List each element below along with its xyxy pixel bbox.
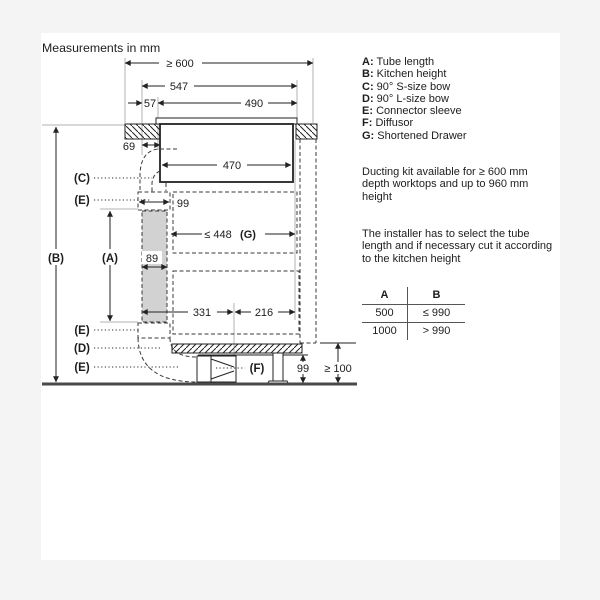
dim-kitchen-height — [45, 127, 68, 382]
label-e-bottom: (E) — [74, 362, 90, 374]
dim-hob-width-value: 470 — [222, 160, 242, 172]
table-cell: 1000 — [362, 323, 408, 340]
label-a: (A) — [102, 253, 118, 265]
connector-sleeve-top — [138, 192, 170, 210]
hob-body — [160, 124, 293, 182]
worktop-section-left — [125, 124, 160, 139]
legend-item-g: G: Shortened Drawer — [362, 129, 467, 142]
dim-bow-offset-value: 69 — [122, 141, 136, 153]
dim-plate-width-value: 547 — [169, 81, 189, 93]
cabinet-side-outline — [300, 139, 316, 343]
dim-cutout-width-value: 490 — [244, 98, 264, 110]
dim-duct-run-value: 331 — [192, 307, 212, 319]
dim-bow-offset — [123, 141, 160, 153]
label-f: (F) — [249, 363, 265, 375]
note-installer: The installer has to select the tube length and if necessary cut it according to the kitchen height — [362, 228, 553, 265]
dim-tube-width-value: 89 — [145, 253, 159, 265]
dim-base-height-value: 99 — [296, 363, 310, 375]
dim-edge-offset — [128, 96, 158, 110]
shortened-drawer-outline — [173, 192, 297, 253]
dim-sleeve-width-value: 99 — [176, 198, 190, 210]
label-e-mid: (E) — [74, 325, 90, 337]
legend-item-f: F: Diffusor — [362, 117, 414, 130]
label-e-top: (E) — [74, 195, 90, 207]
legend-item-c: C: 90° S-size bow — [362, 80, 451, 93]
diagram-title: Measurements in mm — [42, 41, 161, 55]
dim-drawer-width — [171, 227, 295, 241]
label-d: (D) — [74, 343, 90, 355]
dim-overall-width-value: ≥ 600 — [166, 58, 194, 70]
connector-sleeve-bottom — [138, 323, 170, 338]
dim-floor-clearance — [319, 343, 357, 383]
cabinet-base-panel — [172, 344, 308, 355]
table-cell: > 990 — [422, 325, 451, 337]
diffusor — [197, 356, 236, 382]
tube-length-table — [362, 287, 465, 340]
dim-outlet-offset — [235, 305, 295, 319]
legend-item-d: D: 90° L-size bow — [362, 92, 449, 105]
leader-d — [74, 343, 160, 355]
parts-legend — [362, 56, 560, 142]
dim-overall-width — [125, 56, 313, 70]
dim-edge-offset-value: 57 — [143, 98, 157, 110]
dim-sleeve-width — [139, 198, 189, 210]
table-header-b: B — [408, 287, 465, 305]
legend-item-a: A: Tube length — [362, 56, 435, 68]
worktop-section-right — [296, 124, 317, 139]
label-c: (C) — [74, 173, 90, 185]
leader-e-mid — [74, 325, 140, 337]
dim-cutout-width — [158, 96, 297, 110]
dim-plate-width — [142, 79, 297, 93]
leader-e-bottom — [74, 362, 180, 374]
dim-outlet-offset-value: 216 — [254, 307, 274, 319]
legend-item-b: B: Kitchen height — [362, 68, 447, 81]
lower-drawer-outline — [173, 271, 299, 334]
dim-drawer-key: (G) — [240, 229, 256, 241]
cabinet-foot — [267, 353, 289, 385]
label-b: (B) — [48, 253, 64, 265]
table-header-a: A — [362, 287, 408, 305]
legend-item-e: E: Connector sleeve — [362, 105, 462, 118]
table-cell: 500 — [362, 305, 408, 323]
dim-tube-length — [99, 211, 122, 321]
dim-base-height — [294, 355, 313, 383]
dim-floor-clearance-value: ≥ 100 — [324, 363, 352, 375]
hob-top-plate — [156, 118, 297, 124]
leader-e-top — [74, 195, 150, 207]
table-cell: ≤ 990 — [408, 305, 465, 323]
dim-drawer-value: ≤ 448 — [204, 229, 232, 241]
note-ducting-kit: Ducting kit available for ≥ 600 mm depth worktops and up to 960 mm height — [362, 166, 529, 203]
